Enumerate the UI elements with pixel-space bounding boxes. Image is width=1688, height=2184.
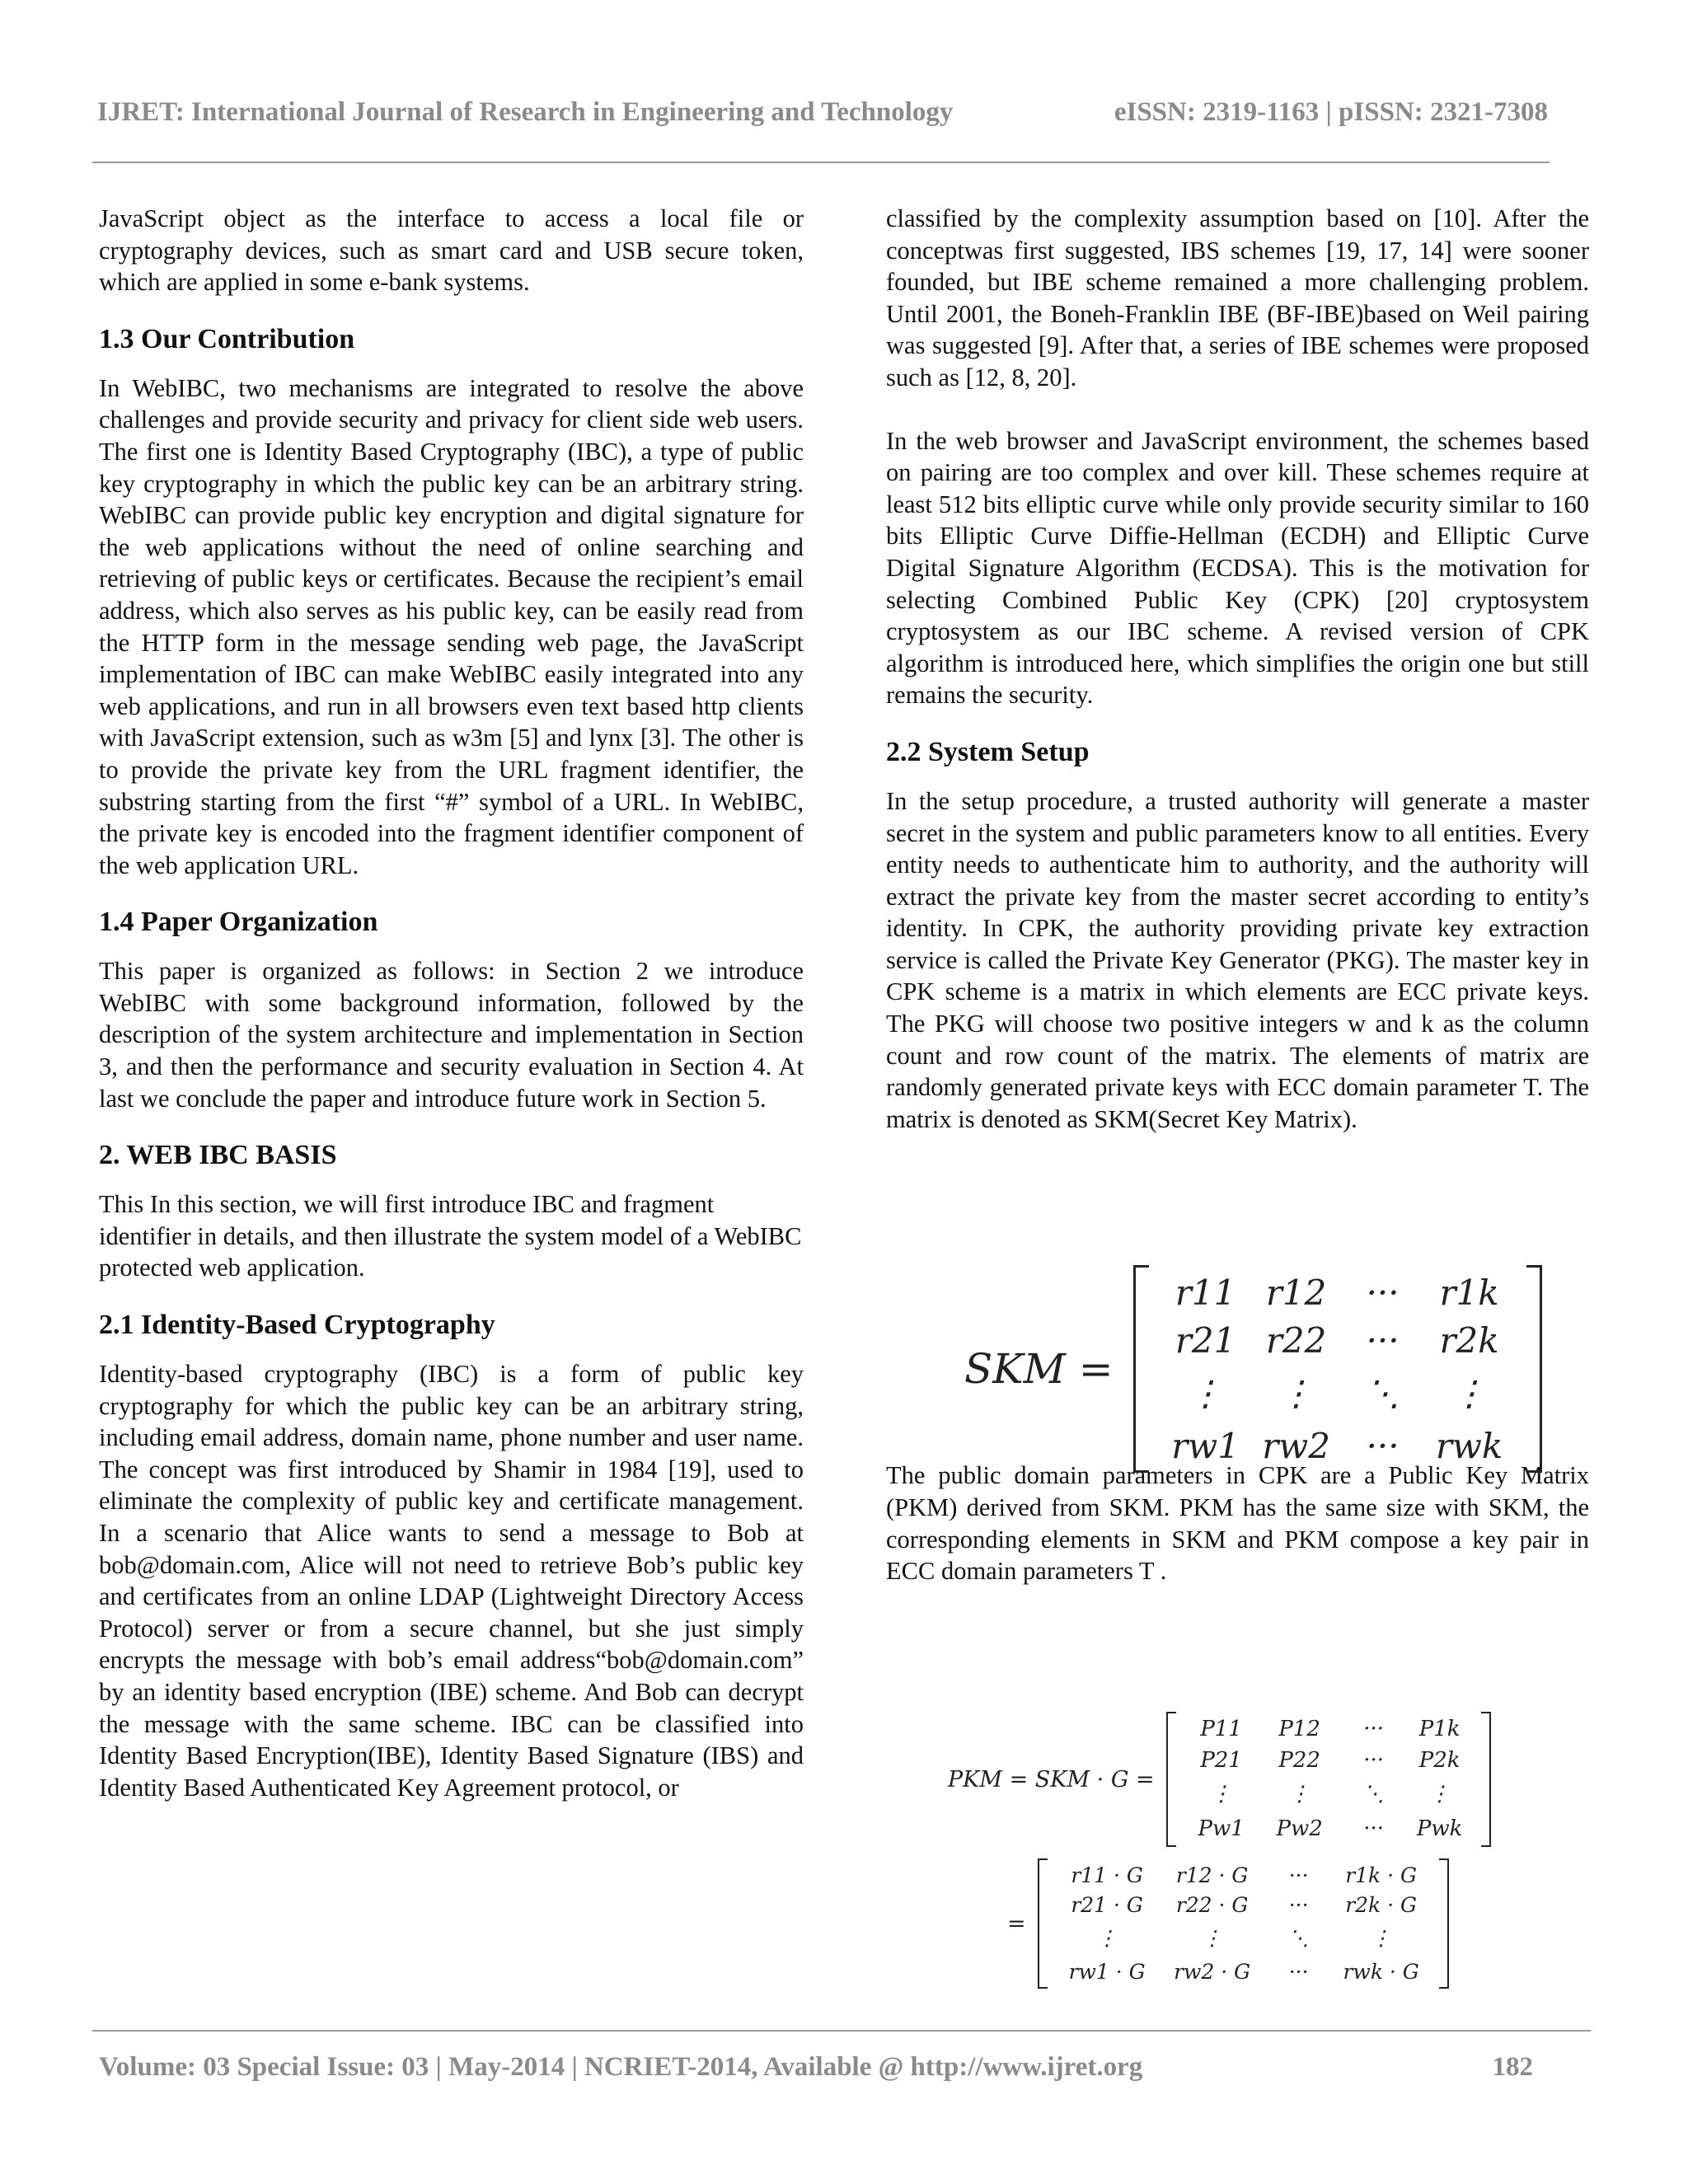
volume-info: Volume: 03 Special Issue: 03 | May-2014 | NCRIET-2014, Available @ http://www.ijret.org <box>99 2052 1143 2082</box>
matrix-grid <box>1176 1712 1481 1847</box>
matrix-cell: r1k <box>1439 1272 1499 1313</box>
matrix-cell: ⋱ <box>1365 1372 1400 1413</box>
matrix-cell: r11 · G <box>1071 1863 1143 1887</box>
matrix-cell: rwk · G <box>1343 1959 1419 1984</box>
matrix-cell: ⋮ <box>1278 1372 1314 1413</box>
matrix-cell: P21 <box>1200 1748 1242 1773</box>
matrix-cell: Pw2 <box>1276 1816 1323 1841</box>
left-bracket <box>1038 1858 1048 1989</box>
matrix-cell: ··· <box>1288 1863 1309 1887</box>
section-heading: 1.3 Our Contribution <box>99 323 355 354</box>
right-bracket <box>1439 1858 1449 1989</box>
matrix-cell: ⋮ <box>1202 1925 1223 1950</box>
matrix-cell: rw2 · G <box>1174 1959 1251 1984</box>
matrix-cell: ⋮ <box>1451 1372 1487 1413</box>
matrix-cell: ⋮ <box>1371 1925 1392 1950</box>
matrix-cell: P11 <box>1200 1717 1242 1741</box>
matrix-cell: r21 · G <box>1071 1892 1143 1917</box>
matrix-cell: ··· <box>1366 1319 1400 1361</box>
paragraph: In WebIBC, two mechanisms are integrated to resolve the above challenges and provide security and privacy for client side web users. The first one is Identity Based Cryptography (IBC), a type of public key cryptography in which the public key can be an arbitrary string. WebIBC can provide public key encryption and digital signature for the web applications without the need of online searching and retrieving of public keys or certificates. Because the recipient’s email address, which also serves as his public key, can be easily read from the HTTP form in the message sending web page, the JavaScript implementation of IBC can make WebIBC easily integrated into any web applications, and run in all browsers even text based http clients with JavaScript extension, such as w3m [5] and lynx [3]. The other is to provide the private key from the URL fragment identifier, the substring starting from the first “#” symbol of a URL. In WebIBC, the private key is encoded into the fragment identifier component of the web application URL. <box>99 373 804 879</box>
paragraph: classified by the complexity assumption based on [10]. After the conceptwas first suggested, IBS schemes [19, 17, 14] were sooner founded, but IBE scheme remained a more challenging problem. Until 2001, the Boneh-Franklin IBE (BF-IBE)based on Weil pairing was suggested [9]. After that, a series of IBE schemes were proposed such as [12, 8, 20]. <box>886 204 1589 391</box>
paragraph: In the setup procedure, a trusted authority will generate a master secret in the system and public parameters know to all entities. Every entity needs to authenticate him to authority, and the authority will extract the private key from the master secret according to entity’s identity. In CPK, the authority providing private key extraction service is called the Private Key Generator (PKG). The master key in CPK scheme is a matrix in which elements are ECC private keys. The PKG will choose two positive integers w and k as the column count and row count of the matrix. The elements of matrix are randomly generated private keys with ECC domain parameter T. The matrix is denoted as SKM(Secret Key Matrix). <box>886 786 1589 1133</box>
journal-title: IJRET: International Journal of Research in Engineering and Technology <box>97 97 954 127</box>
matrix-cell: P2k <box>1418 1748 1461 1773</box>
matrix-cell: r22 <box>1265 1319 1327 1361</box>
matrix-cell: r1k · G <box>1345 1863 1418 1887</box>
matrix-grid <box>1048 1858 1439 1989</box>
paragraph: In the web browser and JavaScript environment, the schemes based on pairing are too complex and over kill. These schemes require at least 512 bits elliptic curve while only provide security similar to 160 bits Elliptic Curve Diffie-Hellman (ECDH) and Elliptic Curve Digital Signature Algorithm (ECDSA). This is the motivation for selecting Combined Public Key (CPK) [20] cryptosystem cryptosystem as our IBC scheme. A revised version of CPK algorithm is introduced here, which simplifies the origin one but still remains the security. <box>886 426 1589 710</box>
matrix-cell: ··· <box>1366 1272 1400 1313</box>
matrix-grid <box>1149 1265 1526 1473</box>
pkm-expansion-equation <box>1007 1858 1449 1989</box>
right-bracket <box>1526 1265 1542 1473</box>
skm-equation <box>964 1265 1542 1473</box>
running-header <box>97 97 1548 128</box>
matrix-cell: r11 <box>1175 1272 1236 1313</box>
matrix-cell: ⋮ <box>1428 1782 1451 1807</box>
matrix-cell: ⋮ <box>1096 1925 1118 1950</box>
matrix-cell: rw1 · G <box>1068 1959 1146 1984</box>
issn: eISSN: 2319-1163 | pISSN: 2321-7308 <box>1114 97 1548 127</box>
matrix-cell: ··· <box>1366 1425 1400 1466</box>
matrix-cell: ··· <box>1363 1748 1384 1773</box>
matrix-cell: ⋮ <box>1288 1782 1311 1807</box>
matrix-cell: rw2 <box>1262 1425 1330 1466</box>
paragraph: This In this section, we will first introduce IBC and fragment identifier in details, and then illustrate the system model of a WebIBC protected web application. <box>99 1190 802 1282</box>
matrix-cell: r21 <box>1175 1319 1236 1361</box>
section-heading: 2.1 Identity-Based Cryptography <box>99 1310 495 1341</box>
matrix-cell: ··· <box>1288 1892 1309 1917</box>
matrix-cell: ··· <box>1288 1959 1309 1984</box>
equation-lhs: = <box>1007 1910 1026 1937</box>
section-heading: 2.2 System Setup <box>886 736 1090 767</box>
matrix-cell: ⋱ <box>1362 1782 1385 1807</box>
matrix-cell: ⋮ <box>1210 1782 1232 1807</box>
equation-lhs: SKM = <box>964 1345 1114 1393</box>
paragraph: The public domain parameters in CPK are a Public Key Matrix (PKM) derived from SKM. PKM has the same size with SKM, the corresponding elements in SKM and PKM compose a key pair in ECC domain parameters T . <box>886 1461 1589 1586</box>
left-column <box>99 203 804 1803</box>
matrix-cell: ⋮ <box>1188 1372 1223 1413</box>
right-bracket <box>1481 1712 1491 1847</box>
matrix-cell: Pwk <box>1416 1816 1463 1841</box>
matrix-cell: ⋱ <box>1288 1925 1310 1950</box>
section-heading: 1.4 Paper Organization <box>99 907 378 938</box>
matrix-cell: r22 · G <box>1175 1892 1249 1917</box>
matrix-cell: rwk <box>1435 1425 1503 1466</box>
equation-lhs: PKM = SKM · G = <box>948 1766 1155 1793</box>
matrix-cell: ··· <box>1363 1816 1384 1841</box>
paragraph: Identity-based cryptography (IBC) is a form of public key cryptography for which the public key can be an arbitrary string, including email address, domain name, phone number and user name. The concept was first introduced by Shamir in 1984 [19], used to eliminate the complexity of public key and certificate management. In a scenario that Alice wants to send a message to Bob at bob@domain.com, Alice will not need to retrieve Bob’s public key and certificates from an online LDAP (Lightweight Directory Access Protocol) server or from a secure channel, but she just simply encrypts the message with bob’s email address“bob@domain.com” by an identity based encryption (IBE) scheme. And Bob can decrypt the message with the same scheme. IBC can be classified into Identity Based Encryption(IBE), Identity Based Signature (IBS) and Identity Based Authenticated Key Agreement protocol, or <box>99 1360 804 1802</box>
matrix-cell: P1k <box>1418 1717 1461 1741</box>
left-bracket <box>1166 1712 1176 1847</box>
section-heading: 2. WEB IBC BASIS <box>99 1140 337 1171</box>
matrix-cell: P12 <box>1278 1717 1320 1741</box>
paragraph: JavaScript object as the interface to access a local file or cryptography devices, such as smart card and USB secure token, which are applied in some e-bank systems. <box>99 204 804 297</box>
matrix-cell: Pw1 <box>1198 1816 1245 1841</box>
matrix-cell: r12 · G <box>1175 1863 1249 1887</box>
matrix-cell: r2k <box>1439 1319 1499 1361</box>
pkm-equation <box>948 1712 1491 1847</box>
pkm-matrix <box>1166 1712 1491 1847</box>
matrix-cell: r12 <box>1265 1272 1327 1313</box>
matrix-cell: ··· <box>1363 1717 1384 1741</box>
footer-rule <box>92 2030 1591 2032</box>
paragraph: This paper is organized as follows: in Section 2 we introduce WebIBC with some background information, followed by the description of the system architecture and implementation in Section 3, and then the performance and security evaluation in Section 4. At last we conclude the paper and introduce future work in Section 5. <box>99 957 804 1113</box>
matrix-cell: rw1 <box>1171 1425 1240 1466</box>
running-footer <box>99 2052 1533 2083</box>
matrix-cell: P22 <box>1278 1748 1320 1773</box>
skm-matrix <box>1133 1265 1542 1473</box>
page-number: 182 <box>1492 2052 1533 2082</box>
header-rule <box>92 162 1550 163</box>
pkm-expanded-matrix <box>1038 1858 1449 1989</box>
left-bracket <box>1133 1265 1149 1473</box>
matrix-cell: r2k · G <box>1345 1892 1418 1917</box>
